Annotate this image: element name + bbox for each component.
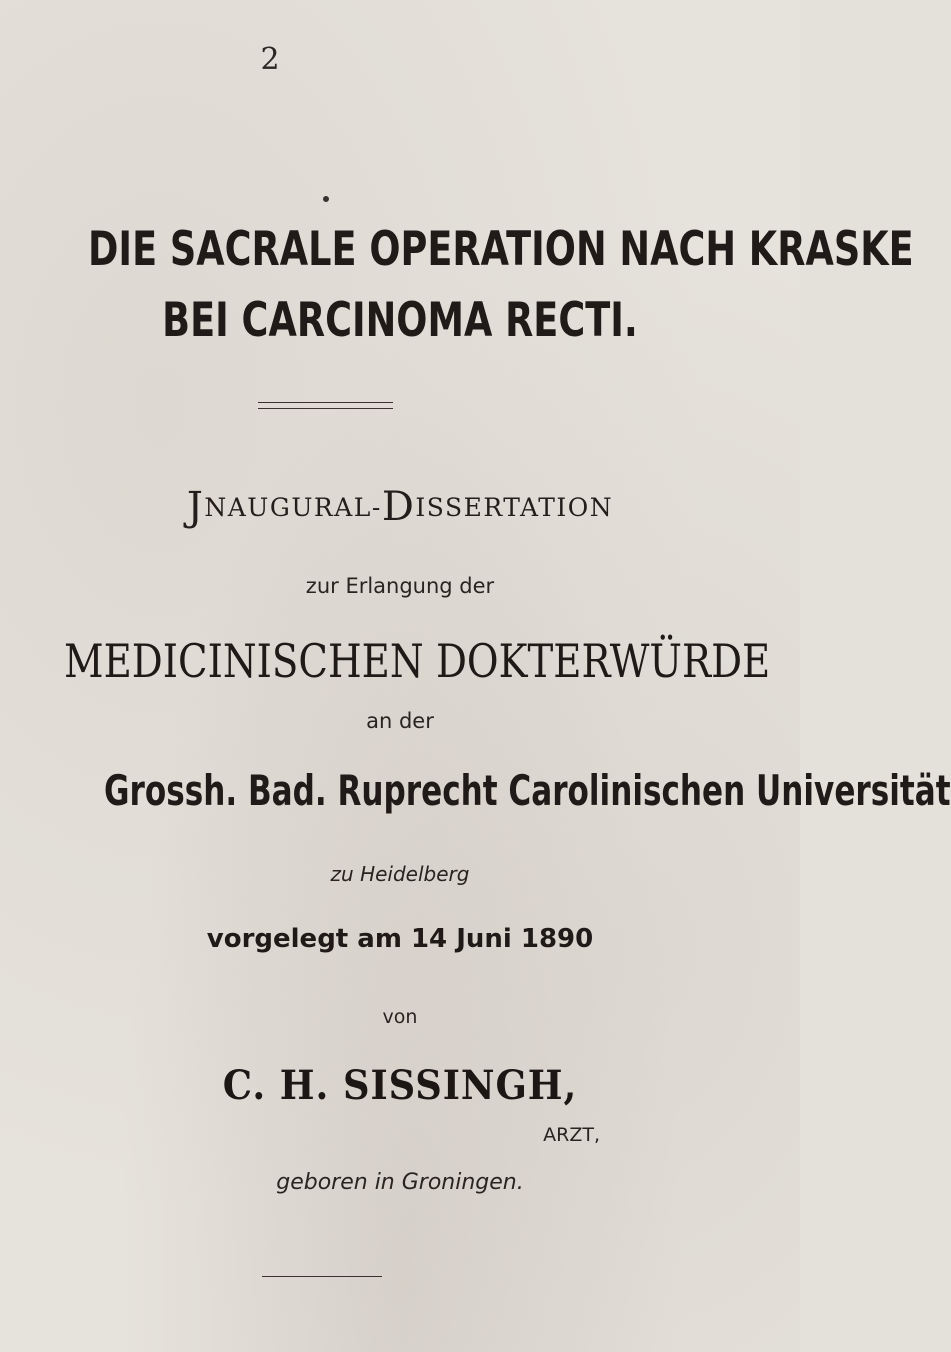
dissertation-word-2: ISSERTATION: [415, 493, 614, 522]
dissertation-heading: [0, 480, 800, 530]
submission-date: vorgelegt am 14 Juni 1890: [206, 924, 594, 954]
bottom-rule-divider: [262, 1276, 382, 1277]
page-number: 2: [260, 42, 280, 77]
university-name: Grossh. Bad. Ruprecht Carolinischen Universität: [104, 766, 951, 815]
title-line-1: DIE SACRALE OPERATION NACH KRASKE: [88, 222, 914, 277]
degree-title: MEDICINISCHEN DOKTERWÜRDE: [64, 634, 771, 688]
von-text: von: [382, 1006, 418, 1028]
city-text: zu Heidelberg: [330, 862, 470, 886]
dissertation-initial-j: J: [186, 484, 205, 530]
zur-erlangung-text: zur Erlangung der: [305, 574, 495, 598]
author-profession: ARZT,: [543, 1124, 600, 1146]
dissertation-initial-d: D: [381, 484, 416, 530]
author-name: C. H. SISSINGH,: [222, 1062, 578, 1109]
double-rule-divider: [258, 402, 393, 409]
title-line-2: BEI CARCINOMA RECTI.: [162, 293, 638, 348]
birthplace-text: geboren in Groningen.: [276, 1170, 524, 1195]
ornament-dot: [323, 196, 329, 202]
dissertation-word-1: NAUGURAL-: [204, 493, 382, 522]
an-der-text: an der: [366, 709, 434, 733]
